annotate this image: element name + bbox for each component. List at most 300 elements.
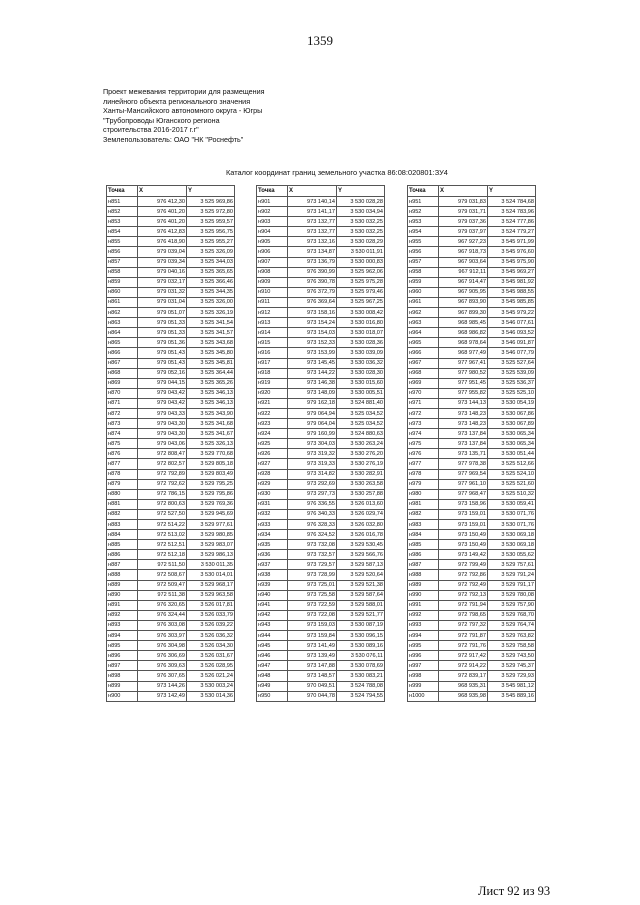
- x-coordinate-cell: 972 791,76: [439, 641, 488, 651]
- point-id-cell: н916: [257, 348, 288, 358]
- table-row: [257, 257, 385, 267]
- x-coordinate-cell: 973 137,84: [439, 439, 488, 449]
- point-id-cell: н874: [107, 429, 138, 439]
- y-coordinate-cell: 3 545 981,12: [488, 681, 536, 691]
- point-id-cell: н864: [107, 328, 138, 338]
- y-coordinate-cell: 3 525 326,00: [187, 297, 235, 307]
- x-coordinate-cell: 973 725,58: [288, 590, 337, 600]
- y-coordinate-cell: 3 546 093,52: [488, 328, 536, 338]
- x-coordinate-cell: 973 145,45: [288, 358, 337, 368]
- x-coordinate-cell: 973 139,49: [288, 651, 337, 661]
- point-id-cell: н851: [107, 197, 138, 207]
- point-id-cell: н978: [408, 469, 439, 479]
- y-coordinate-cell: 3 525 956,75: [187, 227, 235, 237]
- x-coordinate-cell: 977 978,38: [439, 459, 488, 469]
- table-row: [408, 530, 536, 540]
- table-row: [408, 509, 536, 519]
- point-id-cell: н904: [257, 227, 288, 237]
- table-row: [257, 429, 385, 439]
- point-id-cell: н879: [107, 479, 138, 489]
- point-id-cell: н981: [408, 499, 439, 509]
- x-coordinate-cell: 976 324,52: [288, 530, 337, 540]
- point-id-cell: н855: [107, 237, 138, 247]
- x-coordinate-cell: 967 899,30: [439, 308, 488, 318]
- point-id-cell: н885: [107, 540, 138, 550]
- x-coordinate-cell: 976 324,44: [138, 610, 187, 620]
- table-row: [107, 540, 235, 550]
- point-id-cell: н939: [257, 580, 288, 590]
- y-coordinate-cell: 3 525 326,09: [187, 247, 235, 257]
- table-row: [257, 560, 385, 570]
- y-coordinate-cell: 3 530 014,01: [187, 570, 235, 580]
- table-row: [257, 600, 385, 610]
- table-row: [408, 378, 536, 388]
- point-id-cell: н933: [257, 520, 288, 530]
- x-coordinate-cell: 967 903,64: [439, 257, 488, 267]
- table-row: [257, 691, 385, 701]
- y-coordinate-cell: 3 530 032,25: [337, 227, 385, 237]
- table-row: [408, 641, 536, 651]
- table-row: [107, 388, 235, 398]
- point-id-cell: н928: [257, 469, 288, 479]
- column-header: Y: [337, 186, 385, 197]
- point-id-cell: н988: [408, 570, 439, 580]
- point-id-cell: н969: [408, 378, 439, 388]
- x-coordinate-cell: 979 043,42: [138, 398, 187, 408]
- y-coordinate-cell: 3 525 341,57: [187, 328, 235, 338]
- point-id-cell: н881: [107, 499, 138, 509]
- x-coordinate-cell: 973 148,23: [439, 408, 488, 418]
- table-row: [107, 590, 235, 600]
- table-row: [107, 671, 235, 681]
- table-row: [408, 277, 536, 287]
- x-coordinate-cell: 972 797,32: [439, 620, 488, 630]
- table-row: [408, 580, 536, 590]
- x-coordinate-cell: 972 514,22: [138, 520, 187, 530]
- point-id-cell: н958: [408, 267, 439, 277]
- point-id-cell: н973: [408, 419, 439, 429]
- y-coordinate-cell: 3 526 017,81: [187, 600, 235, 610]
- x-coordinate-cell: 968 977,49: [439, 348, 488, 358]
- point-id-cell: н934: [257, 530, 288, 540]
- table-row: [408, 267, 536, 277]
- point-id-cell: н953: [408, 217, 439, 227]
- y-coordinate-cell: 3 526 029,74: [337, 509, 385, 519]
- y-coordinate-cell: 3 530 005,51: [337, 388, 385, 398]
- y-coordinate-cell: 3 526 028,95: [187, 661, 235, 671]
- point-id-cell: н960: [408, 287, 439, 297]
- x-coordinate-cell: 973 732,08: [288, 540, 337, 550]
- x-coordinate-cell: 972 799,49: [439, 560, 488, 570]
- point-id-cell: н956: [408, 247, 439, 257]
- table-row: [107, 641, 235, 651]
- table-row: [107, 348, 235, 358]
- x-coordinate-cell: 973 158,16: [288, 308, 337, 318]
- coordinates-table-1: [106, 185, 235, 702]
- table-row: [107, 257, 235, 267]
- point-id-cell: н873: [107, 419, 138, 429]
- y-coordinate-cell: 3 546 077,79: [488, 348, 536, 358]
- table-row: [408, 217, 536, 227]
- column-header: X: [138, 186, 187, 197]
- y-coordinate-cell: 3 530 059,41: [488, 499, 536, 509]
- table-row: [257, 378, 385, 388]
- x-coordinate-cell: 973 148,23: [439, 419, 488, 429]
- x-coordinate-cell: 973 319,32: [288, 449, 337, 459]
- point-id-cell: н963: [408, 318, 439, 328]
- y-coordinate-cell: 3 525 365,26: [187, 378, 235, 388]
- table-row: [107, 328, 235, 338]
- y-coordinate-cell: 3 530 096,15: [337, 631, 385, 641]
- y-coordinate-cell: 3 530 282,91: [337, 469, 385, 479]
- y-coordinate-cell: 3 525 527,64: [488, 358, 536, 368]
- x-coordinate-cell: 973 159,03: [288, 620, 337, 630]
- point-id-cell: н860: [107, 287, 138, 297]
- point-id-cell: н976: [408, 449, 439, 459]
- y-coordinate-cell: 3 529 757,90: [488, 600, 536, 610]
- point-id-cell: н998: [408, 671, 439, 681]
- x-coordinate-cell: 976 336,55: [288, 499, 337, 509]
- y-coordinate-cell: 3 530 000,83: [337, 257, 385, 267]
- y-coordinate-cell: 3 529 757,61: [488, 560, 536, 570]
- x-coordinate-cell: 976 412,83: [138, 227, 187, 237]
- table-row: [257, 338, 385, 348]
- point-id-cell: н924: [257, 429, 288, 439]
- table-row: [107, 207, 235, 217]
- y-coordinate-cell: 3 525 344,03: [187, 257, 235, 267]
- y-coordinate-cell: 3 530 034,94: [337, 207, 385, 217]
- table-row: [107, 197, 235, 207]
- point-id-cell: н997: [408, 661, 439, 671]
- x-coordinate-cell: 979 051,33: [138, 328, 187, 338]
- y-coordinate-cell: 3 529 566,76: [337, 550, 385, 560]
- table-row: [257, 267, 385, 277]
- point-id-cell: н971: [408, 398, 439, 408]
- table-row: [257, 530, 385, 540]
- x-coordinate-cell: 979 160,99: [288, 429, 337, 439]
- table-row: [408, 247, 536, 257]
- x-coordinate-cell: 976 309,63: [138, 661, 187, 671]
- point-id-cell: н942: [257, 610, 288, 620]
- y-coordinate-cell: 3 529 986,13: [187, 550, 235, 560]
- point-id-cell: н966: [408, 348, 439, 358]
- x-coordinate-cell: 973 141,17: [288, 207, 337, 217]
- y-coordinate-cell: 3 525 343,90: [187, 408, 235, 418]
- y-coordinate-cell: 3 530 065,34: [488, 429, 536, 439]
- table-row: [408, 358, 536, 368]
- table-row: [408, 348, 536, 358]
- table-row: [257, 348, 385, 358]
- point-id-cell: н955: [408, 237, 439, 247]
- x-coordinate-cell: 972 792,89: [138, 469, 187, 479]
- point-id-cell: н961: [408, 297, 439, 307]
- x-coordinate-cell: 976 303,97: [138, 631, 187, 641]
- y-coordinate-cell: 3 525 366,46: [187, 277, 235, 287]
- x-coordinate-cell: 979 051,43: [138, 358, 187, 368]
- y-coordinate-cell: 3 530 003,24: [187, 681, 235, 691]
- y-coordinate-cell: 3 545 985,85: [488, 297, 536, 307]
- table-row: [107, 479, 235, 489]
- x-coordinate-cell: 972 792,49: [439, 580, 488, 590]
- x-coordinate-cell: 968 935,31: [439, 681, 488, 691]
- y-coordinate-cell: 3 530 071,76: [488, 509, 536, 519]
- point-id-cell: н878: [107, 469, 138, 479]
- table-row: [107, 691, 235, 701]
- point-id-cell: н913: [257, 318, 288, 328]
- y-coordinate-cell: 3 525 326,13: [187, 439, 235, 449]
- x-coordinate-cell: 979 051,07: [138, 308, 187, 318]
- y-coordinate-cell: 3 545 976,60: [488, 247, 536, 257]
- point-id-cell: н866: [107, 348, 138, 358]
- x-coordinate-cell: 976 306,69: [138, 651, 187, 661]
- table-row: [408, 419, 536, 429]
- point-id-cell: н892: [107, 610, 138, 620]
- x-coordinate-cell: 972 792,13: [439, 590, 488, 600]
- point-id-cell: н989: [408, 580, 439, 590]
- point-id-cell: н910: [257, 287, 288, 297]
- table-row: [107, 550, 235, 560]
- point-id-cell: н999: [408, 681, 439, 691]
- point-id-cell: н893: [107, 620, 138, 630]
- y-coordinate-cell: 3 525 341,54: [187, 318, 235, 328]
- point-id-cell: н987: [408, 560, 439, 570]
- y-coordinate-cell: 3 530 036,32: [337, 358, 385, 368]
- x-coordinate-cell: 972 511,50: [138, 560, 187, 570]
- y-coordinate-cell: 3 524 784,68: [488, 197, 536, 207]
- x-coordinate-cell: 972 513,02: [138, 530, 187, 540]
- table-row: [408, 388, 536, 398]
- x-coordinate-cell: 972 511,38: [138, 590, 187, 600]
- point-id-cell: н852: [107, 207, 138, 217]
- table-row: [257, 308, 385, 318]
- y-coordinate-cell: 3 529 983,07: [187, 540, 235, 550]
- table-row: [408, 328, 536, 338]
- table-row: [408, 590, 536, 600]
- x-coordinate-cell: 979 064,04: [288, 419, 337, 429]
- x-coordinate-cell: 968 935,98: [439, 691, 488, 701]
- table-row: [257, 590, 385, 600]
- point-id-cell: н853: [107, 217, 138, 227]
- x-coordinate-cell: 972 791,87: [439, 631, 488, 641]
- y-coordinate-cell: 3 529 763,82: [488, 631, 536, 641]
- x-coordinate-cell: 973 722,08: [288, 610, 337, 620]
- x-coordinate-cell: 968 986,82: [439, 328, 488, 338]
- sheet-footer: Лист 92 из 93: [478, 884, 551, 898]
- table-header-row: [107, 186, 235, 197]
- table-row: [107, 469, 235, 479]
- point-id-cell: н962: [408, 308, 439, 318]
- point-id-cell: н985: [408, 540, 439, 550]
- x-coordinate-cell: 972 512,51: [138, 540, 187, 550]
- y-coordinate-cell: 3 525 344,35: [187, 287, 235, 297]
- point-id-cell: н954: [408, 227, 439, 237]
- y-coordinate-cell: 3 545 981,92: [488, 277, 536, 287]
- y-coordinate-cell: 3 529 945,69: [187, 509, 235, 519]
- point-id-cell: н986: [408, 550, 439, 560]
- point-id-cell: н920: [257, 388, 288, 398]
- table-row: [257, 580, 385, 590]
- header-line: линейного объекта регионального значения: [103, 96, 251, 106]
- y-coordinate-cell: 3 530 083,21: [337, 671, 385, 681]
- y-coordinate-cell: 3 529 791,24: [488, 570, 536, 580]
- point-id-cell: н930: [257, 489, 288, 499]
- point-id-cell: н888: [107, 570, 138, 580]
- y-coordinate-cell: 3 526 021,24: [187, 671, 235, 681]
- point-id-cell: н895: [107, 641, 138, 651]
- y-coordinate-cell: 3 525 969,86: [187, 197, 235, 207]
- point-id-cell: н863: [107, 318, 138, 328]
- y-coordinate-cell: 3 526 016,78: [337, 530, 385, 540]
- x-coordinate-cell: 973 132,77: [288, 217, 337, 227]
- point-id-cell: н911: [257, 297, 288, 307]
- point-id-cell: н941: [257, 600, 288, 610]
- y-coordinate-cell: 3 529 795,25: [187, 479, 235, 489]
- x-coordinate-cell: 973 314,82: [288, 469, 337, 479]
- table-row: [257, 297, 385, 307]
- y-coordinate-cell: 3 529 963,58: [187, 590, 235, 600]
- table-row: [257, 520, 385, 530]
- point-id-cell: н948: [257, 671, 288, 681]
- y-coordinate-cell: 3 525 034,52: [337, 419, 385, 429]
- point-id-cell: н912: [257, 308, 288, 318]
- point-id-cell: н922: [257, 408, 288, 418]
- table-row: [107, 439, 235, 449]
- column-header: Точка: [257, 186, 288, 197]
- y-coordinate-cell: 3 525 962,06: [337, 267, 385, 277]
- column-header: X: [439, 186, 488, 197]
- point-id-cell: н909: [257, 277, 288, 287]
- y-coordinate-cell: 3 546 091,87: [488, 338, 536, 348]
- x-coordinate-cell: 972 791,94: [439, 600, 488, 610]
- point-id-cell: н869: [107, 378, 138, 388]
- table-row: [107, 651, 235, 661]
- y-coordinate-cell: 3 529 768,70: [488, 610, 536, 620]
- point-id-cell: н980: [408, 489, 439, 499]
- y-coordinate-cell: 3 529 780,08: [488, 590, 536, 600]
- table-row: [408, 197, 536, 207]
- y-coordinate-cell: 3 530 016,80: [337, 318, 385, 328]
- point-id-cell: н918: [257, 368, 288, 378]
- x-coordinate-cell: 973 137,84: [439, 429, 488, 439]
- table-row: [107, 227, 235, 237]
- x-coordinate-cell: 979 043,33: [138, 408, 187, 418]
- y-coordinate-cell: 3 529 521,38: [337, 580, 385, 590]
- table-row: [408, 520, 536, 530]
- y-coordinate-cell: 3 524 779,27: [488, 227, 536, 237]
- y-coordinate-cell: 3 525 346,13: [187, 398, 235, 408]
- point-id-cell: н967: [408, 358, 439, 368]
- y-coordinate-cell: 3 525 345,80: [187, 348, 235, 358]
- x-coordinate-cell: 979 044,15: [138, 378, 187, 388]
- point-id-cell: н970: [408, 388, 439, 398]
- point-id-cell: н947: [257, 661, 288, 671]
- point-id-cell: н858: [107, 267, 138, 277]
- table-row: [257, 651, 385, 661]
- y-coordinate-cell: 3 530 028,29: [337, 237, 385, 247]
- y-coordinate-cell: 3 529 803,49: [187, 469, 235, 479]
- x-coordinate-cell: 973 725,01: [288, 580, 337, 590]
- y-coordinate-cell: 3 525 975,28: [337, 277, 385, 287]
- point-id-cell: н929: [257, 479, 288, 489]
- x-coordinate-cell: 968 985,45: [439, 318, 488, 328]
- table-row: [257, 439, 385, 449]
- catalog-title: Каталог координат границ земельного участка 86:08:020801:ЗУ4: [226, 168, 448, 177]
- table-row: [107, 610, 235, 620]
- x-coordinate-cell: 973 732,57: [288, 550, 337, 560]
- table-row: [408, 408, 536, 418]
- x-coordinate-cell: 976 401,20: [138, 207, 187, 217]
- point-id-cell: н923: [257, 419, 288, 429]
- y-coordinate-cell: 3 530 069,18: [488, 530, 536, 540]
- table-row: [408, 287, 536, 297]
- point-id-cell: н992: [408, 610, 439, 620]
- table-row: [257, 449, 385, 459]
- table-row: [257, 398, 385, 408]
- table-row: [257, 237, 385, 247]
- x-coordinate-cell: 976 418,90: [138, 237, 187, 247]
- y-coordinate-cell: 3 530 067,86: [488, 408, 536, 418]
- table-row: [257, 247, 385, 257]
- x-coordinate-cell: 979 031,71: [439, 207, 488, 217]
- point-id-cell: н898: [107, 671, 138, 681]
- x-coordinate-cell: 973 159,01: [439, 520, 488, 530]
- x-coordinate-cell: 979 052,16: [138, 368, 187, 378]
- x-coordinate-cell: 972 792,86: [439, 570, 488, 580]
- x-coordinate-cell: 973 141,49: [288, 641, 337, 651]
- table-row: [408, 661, 536, 671]
- table-row: [257, 388, 385, 398]
- point-id-cell: н868: [107, 368, 138, 378]
- y-coordinate-cell: 3 525 326,19: [187, 308, 235, 318]
- table-row: [107, 419, 235, 429]
- y-coordinate-cell: 3 530 276,20: [337, 449, 385, 459]
- table-header-row: [408, 186, 536, 197]
- point-id-cell: н965: [408, 338, 439, 348]
- x-coordinate-cell: 967 927,23: [439, 237, 488, 247]
- x-coordinate-cell: 973 150,49: [439, 540, 488, 550]
- x-coordinate-cell: 972 800,63: [138, 499, 187, 509]
- y-coordinate-cell: 3 530 263,58: [337, 479, 385, 489]
- y-coordinate-cell: 3 529 530,45: [337, 540, 385, 550]
- y-coordinate-cell: 3 529 769,36: [187, 499, 235, 509]
- table-row: [257, 287, 385, 297]
- y-coordinate-cell: 3 524 783,96: [488, 207, 536, 217]
- x-coordinate-cell: 973 134,87: [288, 247, 337, 257]
- x-coordinate-cell: 968 978,64: [439, 338, 488, 348]
- point-id-cell: н979: [408, 479, 439, 489]
- x-coordinate-cell: 967 905,95: [439, 287, 488, 297]
- x-coordinate-cell: 973 159,01: [439, 509, 488, 519]
- table-row: [107, 620, 235, 630]
- column-header: Y: [187, 186, 235, 197]
- table-row: [107, 217, 235, 227]
- point-id-cell: н877: [107, 459, 138, 469]
- x-coordinate-cell: 977 961,10: [439, 479, 488, 489]
- table-row: [107, 358, 235, 368]
- table-header-row: [257, 186, 385, 197]
- table-row: [257, 671, 385, 681]
- point-id-cell: н890: [107, 590, 138, 600]
- point-id-cell: н921: [257, 398, 288, 408]
- y-coordinate-cell: 3 526 032,80: [337, 520, 385, 530]
- point-id-cell: н915: [257, 338, 288, 348]
- x-coordinate-cell: 976 340,33: [288, 509, 337, 519]
- table-row: [257, 419, 385, 429]
- point-id-cell: н935: [257, 540, 288, 550]
- y-coordinate-cell: 3 529 758,58: [488, 641, 536, 651]
- y-coordinate-cell: 3 530 028,30: [337, 368, 385, 378]
- point-id-cell: н903: [257, 217, 288, 227]
